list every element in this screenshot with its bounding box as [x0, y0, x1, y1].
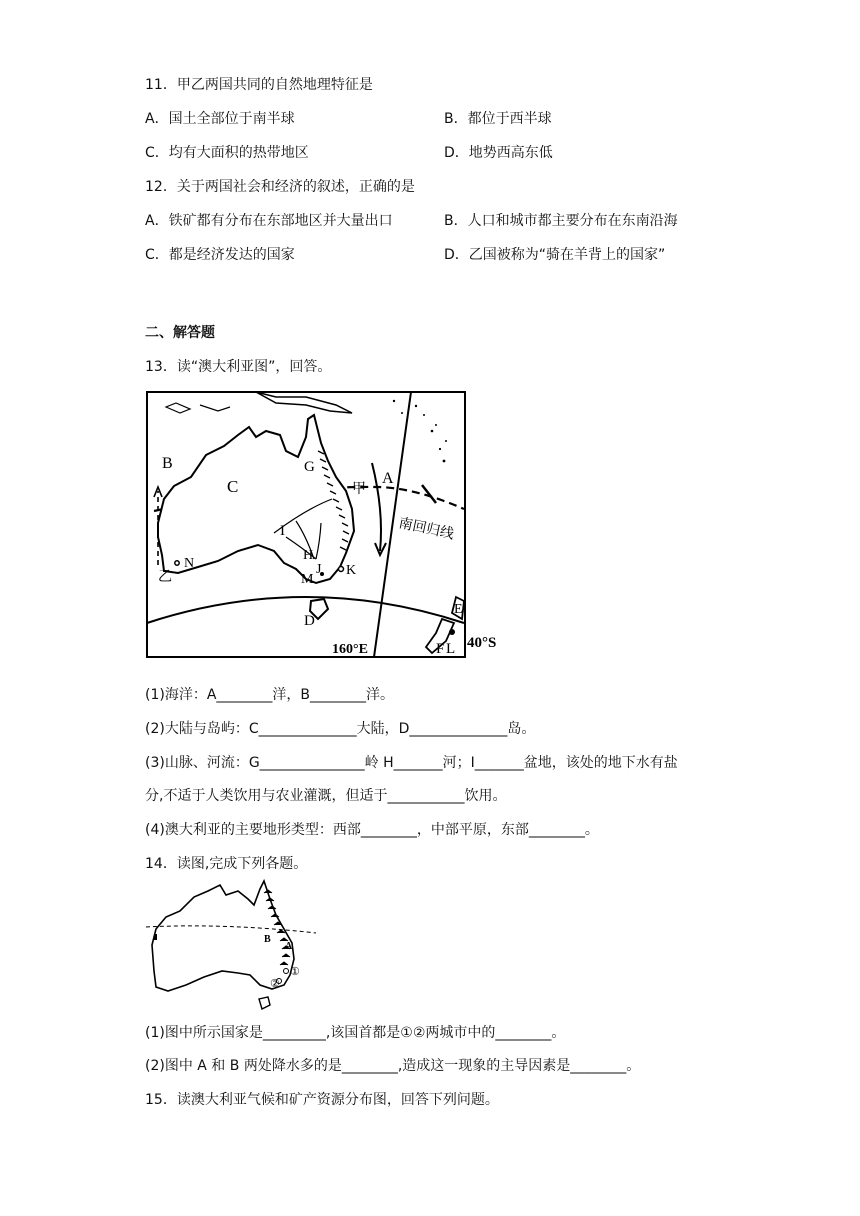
tasmania-small	[259, 997, 270, 1009]
small-label-1: ①	[290, 966, 300, 978]
section-heading: 二、解答题	[145, 325, 215, 341]
label-b: B	[162, 455, 173, 472]
q13-part3a: (3)山脉、河流：G_______________岭 H_______河；I_______盆地，该处的地下水有盐	[145, 755, 678, 771]
city-1-marker	[284, 969, 289, 974]
label-n: N	[184, 556, 195, 571]
label-tropic: 南回归线	[397, 516, 456, 543]
q14-part1: (1)图中所示国家是_________,该国首都是①②两城市中的________。	[145, 1025, 566, 1041]
label-c: C	[227, 477, 239, 496]
q12-option-d: D．乙国被称为“骑在羊背上的国家”	[444, 247, 666, 263]
q11-option-d: D．地势西高东低	[444, 145, 553, 161]
q13-part2: (2)大陆与岛屿：C______________大陆，D______________岛。	[145, 721, 536, 737]
q13-part1: (1)海洋：A________洋，B________洋。	[145, 687, 395, 703]
label-f: F	[436, 641, 445, 657]
q12-option-c: C．都是经济发达的国家	[145, 247, 295, 263]
nz-city-l	[449, 629, 455, 635]
label-k: K	[346, 563, 357, 578]
q12-option-a: A．铁矿都有分布在东部地区并大量出口	[145, 213, 393, 229]
q14-part2: (2)图中 A 和 B 两处降水多的是________,造成这一现象的主导因素是________。	[145, 1058, 641, 1074]
q14-stem: 14．读图,完成下列各题。	[145, 856, 308, 872]
q13-stem: 13．读“澳大利亚图”，回答。	[145, 359, 332, 375]
small-label-b: B	[264, 934, 271, 945]
q12-stem: 12．关于两国社会和经济的叙述，正确的是	[145, 179, 415, 195]
label-i: I	[280, 523, 285, 539]
west-mark-small	[154, 934, 157, 940]
q13-part3b: 分,不适于人类饮用与农业灌溉，但适于___________饮用。	[145, 788, 507, 804]
label-160e: 160°E	[332, 642, 368, 657]
label-e: E	[454, 602, 463, 617]
label-jia: 甲	[352, 482, 366, 497]
australia-map	[146, 391, 506, 663]
small-label-2: ②	[270, 978, 280, 990]
label-a: A	[382, 470, 394, 487]
label-m: M	[301, 572, 314, 587]
q11-stem: 11．甲乙两国共同的自然地理特征是	[145, 77, 373, 93]
q11-option-c: C．均有大面积的热带地区	[145, 145, 309, 161]
q12-option-b: B．人口和城市都主要分布在东南沿海	[444, 213, 678, 229]
q15-stem: 15．读澳大利亚气候和矿产资源分布图，回答下列问题。	[145, 1092, 499, 1108]
city-k	[339, 567, 344, 572]
small-label-a: A	[285, 941, 293, 952]
australia-small-map-figure	[146, 877, 321, 1013]
label-l: L	[446, 641, 456, 657]
city-n	[175, 561, 179, 565]
label-yi: 乙	[158, 570, 172, 585]
australia-map-figure	[146, 391, 506, 663]
label-40s: 40°S	[467, 635, 497, 651]
q13-part4: (4)澳大利亚的主要地形类型：西部________，中部平原，东部________。	[145, 822, 599, 838]
label-g: G	[304, 459, 315, 475]
label-d: D	[304, 613, 315, 629]
q11-option-b: B．都位于西半球	[444, 111, 552, 127]
label-h: H	[303, 548, 314, 563]
australia-outline-small	[152, 881, 294, 991]
q11-option-a: A．国土全部位于南半球	[145, 111, 295, 127]
label-j: J	[316, 562, 322, 577]
australia-small-map	[146, 877, 321, 1013]
